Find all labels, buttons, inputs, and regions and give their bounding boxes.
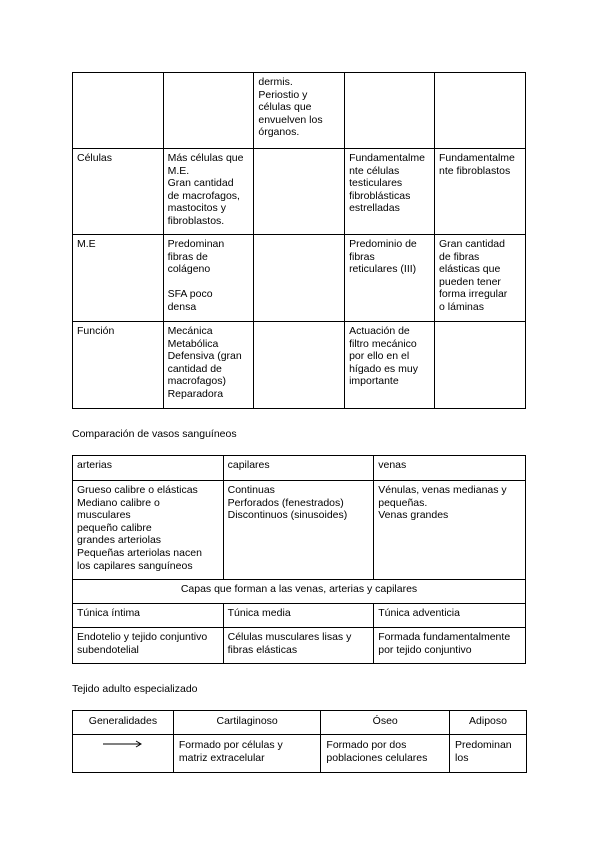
layer-name: Túnica media	[223, 604, 374, 628]
table-cell: Gran cantidad de fibras elásticas que pueden tener forma irregular o láminas	[435, 235, 526, 322]
header-venas: venas	[374, 456, 526, 481]
section-title-tejido: Tejido adulto especializado	[72, 683, 198, 695]
table-cell	[254, 322, 345, 409]
table-cell: Fundamentalme nte fibroblastos	[435, 149, 526, 235]
table-row	[73, 322, 526, 409]
table-row	[73, 235, 526, 322]
table-cell: Células musculares lisas y fibras elásticas	[223, 628, 374, 664]
table-header-row	[73, 456, 526, 481]
table-cell: Vénulas, venas medianas y pequeñas. Venas grandes	[374, 481, 526, 580]
table-cell: Continuas Perforados (fenestrados) Discontinuos (sinusoides)	[223, 481, 374, 580]
table-cell	[435, 322, 526, 409]
arrow-right-icon	[102, 740, 144, 748]
table-cell	[254, 235, 345, 322]
row-label-funcion: Función	[73, 322, 164, 409]
tissue-comparison-table	[72, 72, 526, 409]
table-cell: Mecánica Metabólica Defensiva (gran cantidad de macrofagos) Reparadora	[163, 322, 254, 409]
table-row	[73, 149, 526, 235]
table-cell: Predominan los	[450, 735, 527, 773]
table-cell	[73, 735, 174, 773]
table-cell: Predominan fibras de colágeno SFA poco densa	[163, 235, 254, 322]
table-row	[73, 604, 526, 628]
header-generalidades: Generalidades	[73, 711, 174, 735]
table-row	[73, 580, 526, 604]
table-cell	[163, 73, 254, 149]
table-cell: Grueso calibre o elásticas Mediano calibre o musculares pequeño calibre grandes arteriolas Pequeñas arteriolas nacen los capilares sanguíneos	[73, 481, 224, 580]
table-cell	[73, 73, 164, 149]
table-cell: Predominio de fibras reticulares (III)	[345, 235, 435, 322]
table-cell: dermis. Periostio y células que envuelven los órganos.	[254, 73, 345, 149]
header-arterias: arterias	[73, 456, 224, 481]
header-capilares: capilares	[223, 456, 374, 481]
table-cell: Endotelio y tejido conjuntivo subendotelial	[73, 628, 224, 664]
specialized-tissue-table	[72, 710, 527, 773]
section-title-vasos: Comparación de vasos sanguíneos	[72, 428, 237, 440]
table-cell: Formado por dos poblaciones celulares	[321, 735, 450, 773]
layers-title: Capas que forman a las venas, arterias y capilares	[73, 580, 526, 604]
table-row	[73, 735, 527, 773]
table-header-row	[73, 711, 527, 735]
header-cartilaginoso: Cartilaginoso	[173, 711, 321, 735]
table-row	[73, 73, 526, 149]
layer-name: Túnica adventicia	[374, 604, 526, 628]
table-cell: Fundamentalme nte células testiculares fibroblásticas estrelladas	[345, 149, 435, 235]
table-cell: Formada fundamentalmente por tejido conjuntivo	[374, 628, 526, 664]
layer-name: Túnica íntima	[73, 604, 224, 628]
table-row	[73, 481, 526, 580]
table-cell: Formado por células y matriz extracelular	[173, 735, 321, 773]
table-cell: Actuación de filtro mecánico por ello en el hígado es muy importante	[345, 322, 435, 409]
header-adiposo: Adiposo	[450, 711, 527, 735]
blood-vessels-table	[72, 455, 526, 664]
table-cell	[435, 73, 526, 149]
row-label-me: M.E	[73, 235, 164, 322]
table-cell: Más células que M.E. Gran cantidad de macrofagos, mastocitos y fibroblastos.	[163, 149, 254, 235]
table-cell	[254, 149, 345, 235]
table-cell	[345, 73, 435, 149]
table-row	[73, 628, 526, 664]
header-oseo: Óseo	[321, 711, 450, 735]
row-label-celulas: Células	[73, 149, 164, 235]
